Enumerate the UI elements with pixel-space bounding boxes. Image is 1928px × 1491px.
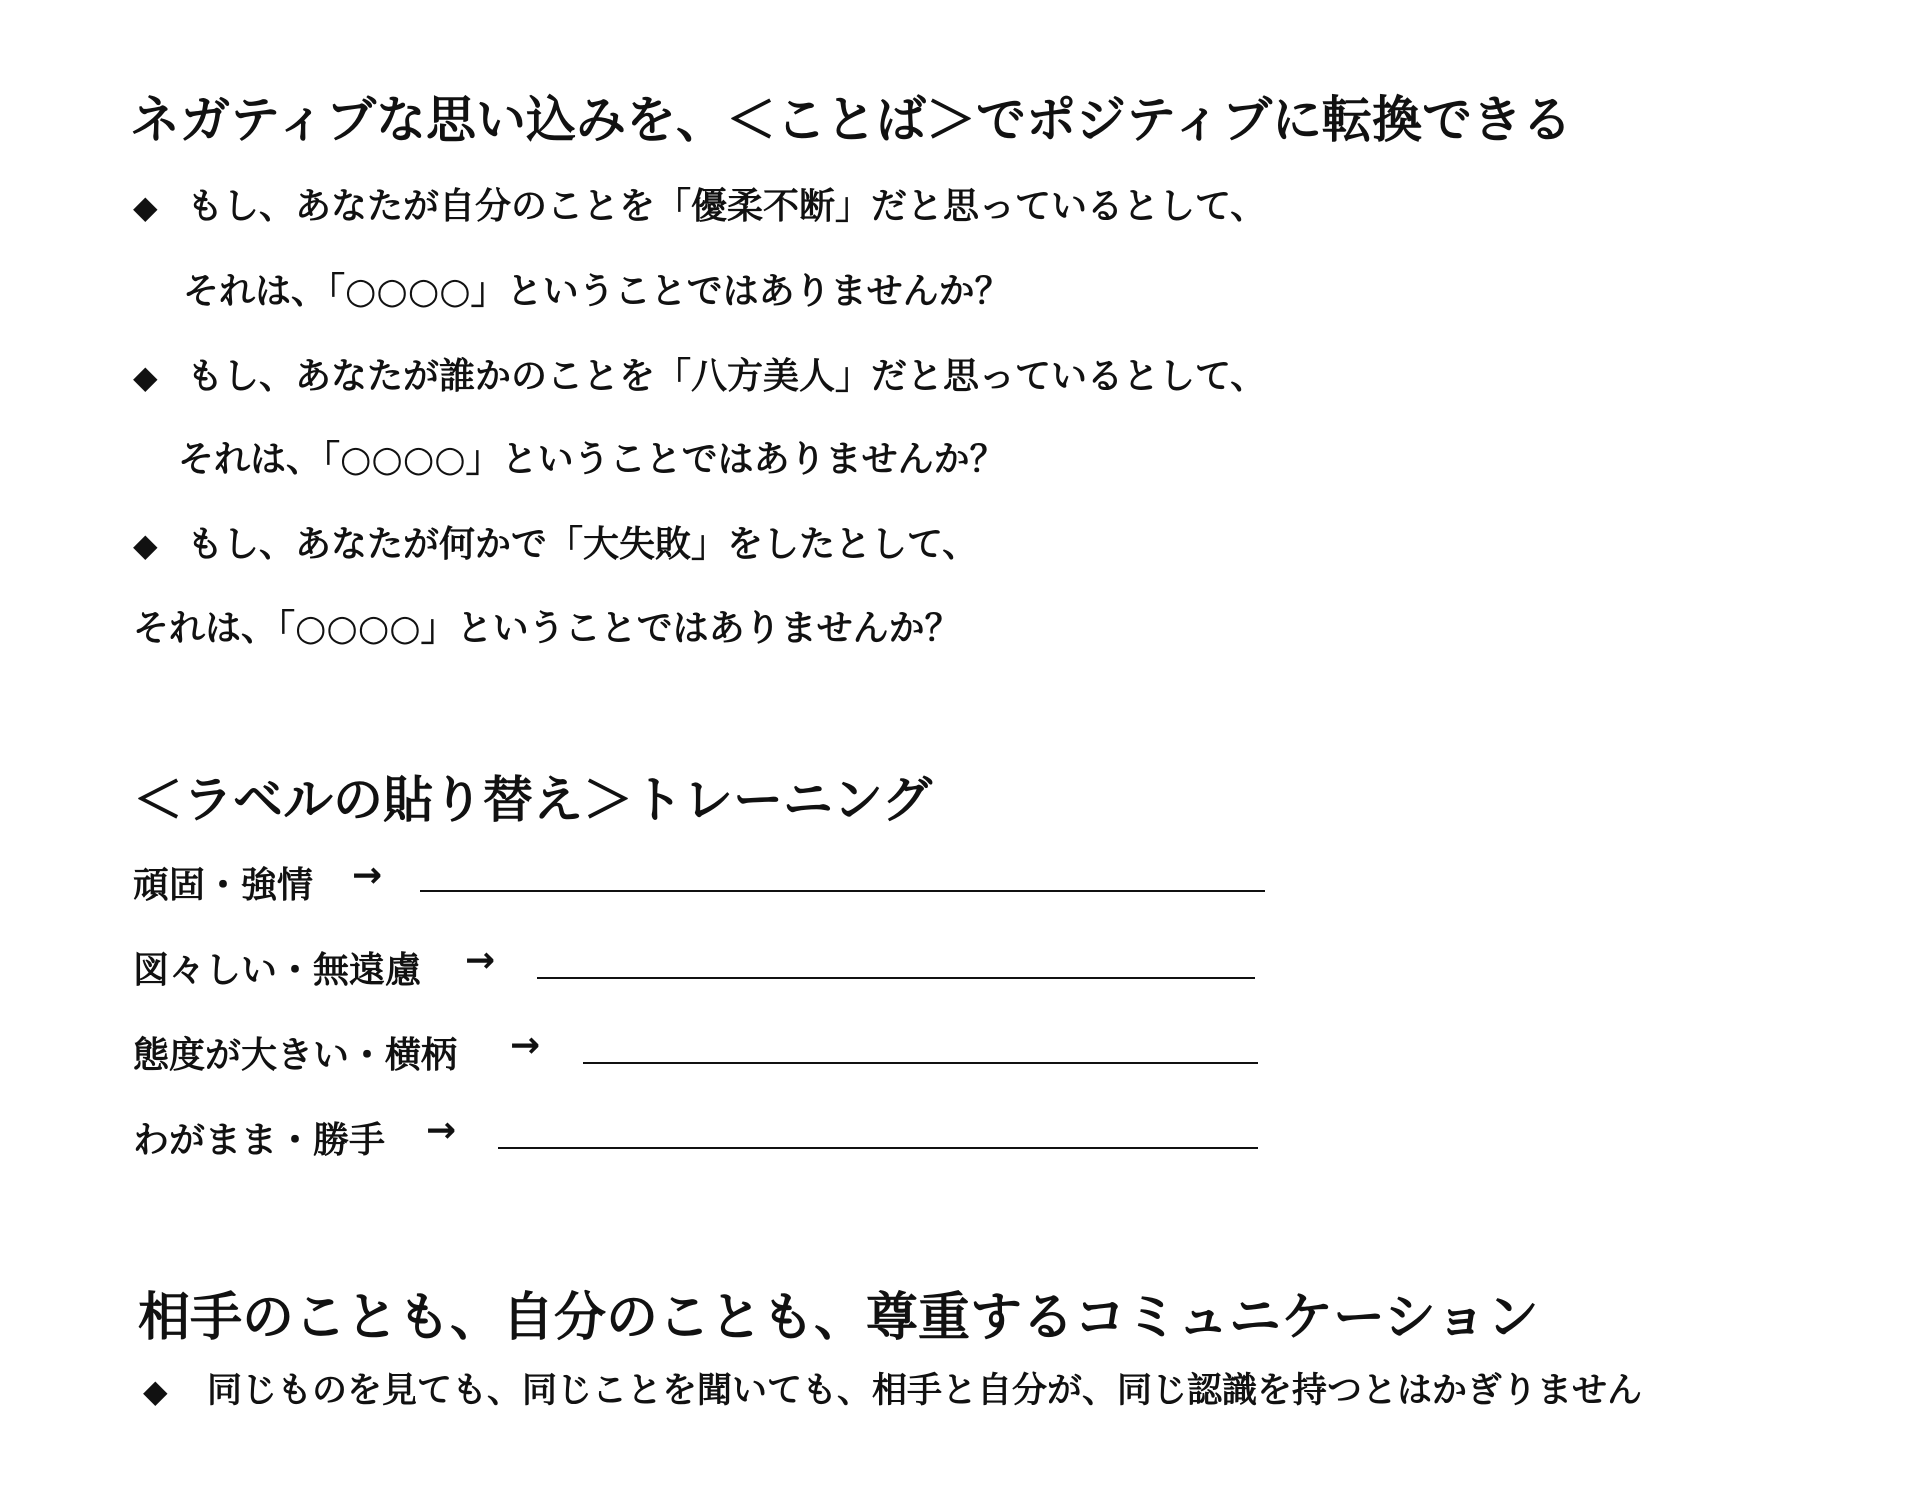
section3-text: 同じものを見ても、同じことを聞いても、相手と自分が、同じ認識を持つとはかぎりません (207, 1371, 1643, 1411)
answer-line-3[interactable] (583, 1062, 1258, 1064)
diamond-bullet-icon: ◆ (133, 188, 158, 226)
section1-title: ネガティブな思い込みを、＜ことば＞でポジティブに転換できる (130, 91, 1572, 149)
label-row-4 (133, 1112, 385, 1163)
section3-title: 相手のことも、自分のことも、尊重するコミュニケーション (138, 1288, 1539, 1348)
item-2-text: もし、あなたが誰かのことを「八方美人」だと思っているとして、 (187, 356, 1267, 397)
arrow-icon: → (426, 1110, 457, 1151)
section3-item-1 (143, 1363, 1642, 1413)
section2-title: ＜ラベルの貼り替え＞トレーニング (133, 771, 932, 829)
item-1-text: もし、あなたが自分のことを「優柔不断」だと思っているとして、 (187, 186, 1267, 227)
answer-line-1[interactable] (420, 890, 1265, 892)
section1-question-2: それは、「○○○○」ということではありませんか？ (178, 439, 1006, 480)
arrow-icon: → (352, 855, 383, 896)
diamond-bullet-icon: ◆ (143, 1372, 168, 1410)
section1-item-1 (133, 178, 1266, 229)
label-text: 図々しい・無遠慮 (133, 950, 422, 991)
label-row-1 (133, 857, 313, 908)
label-row-2 (133, 942, 421, 993)
arrow-icon: → (465, 940, 496, 981)
label-text: 頑固・強情 (133, 865, 314, 906)
section1-item-3 (133, 516, 978, 567)
diamond-bullet-icon: ◆ (133, 358, 158, 396)
item-3-text: もし、あなたが何かで「大失敗」をしたとして、 (187, 524, 979, 565)
diamond-bullet-icon: ◆ (133, 526, 158, 564)
label-text: わがまま・勝手 (133, 1120, 386, 1161)
answer-line-2[interactable] (537, 977, 1255, 979)
label-row-3 (133, 1027, 457, 1078)
section1-item-2 (133, 348, 1266, 399)
section1-question-3: それは、「○○○○」ということではありませんか？ (133, 608, 961, 649)
answer-line-4[interactable] (498, 1147, 1258, 1149)
arrow-icon: → (510, 1025, 541, 1066)
label-text: 態度が大きい・横柄 (133, 1035, 458, 1076)
section1-question-1: それは、「○○○○」ということではありませんか？ (183, 271, 1011, 312)
